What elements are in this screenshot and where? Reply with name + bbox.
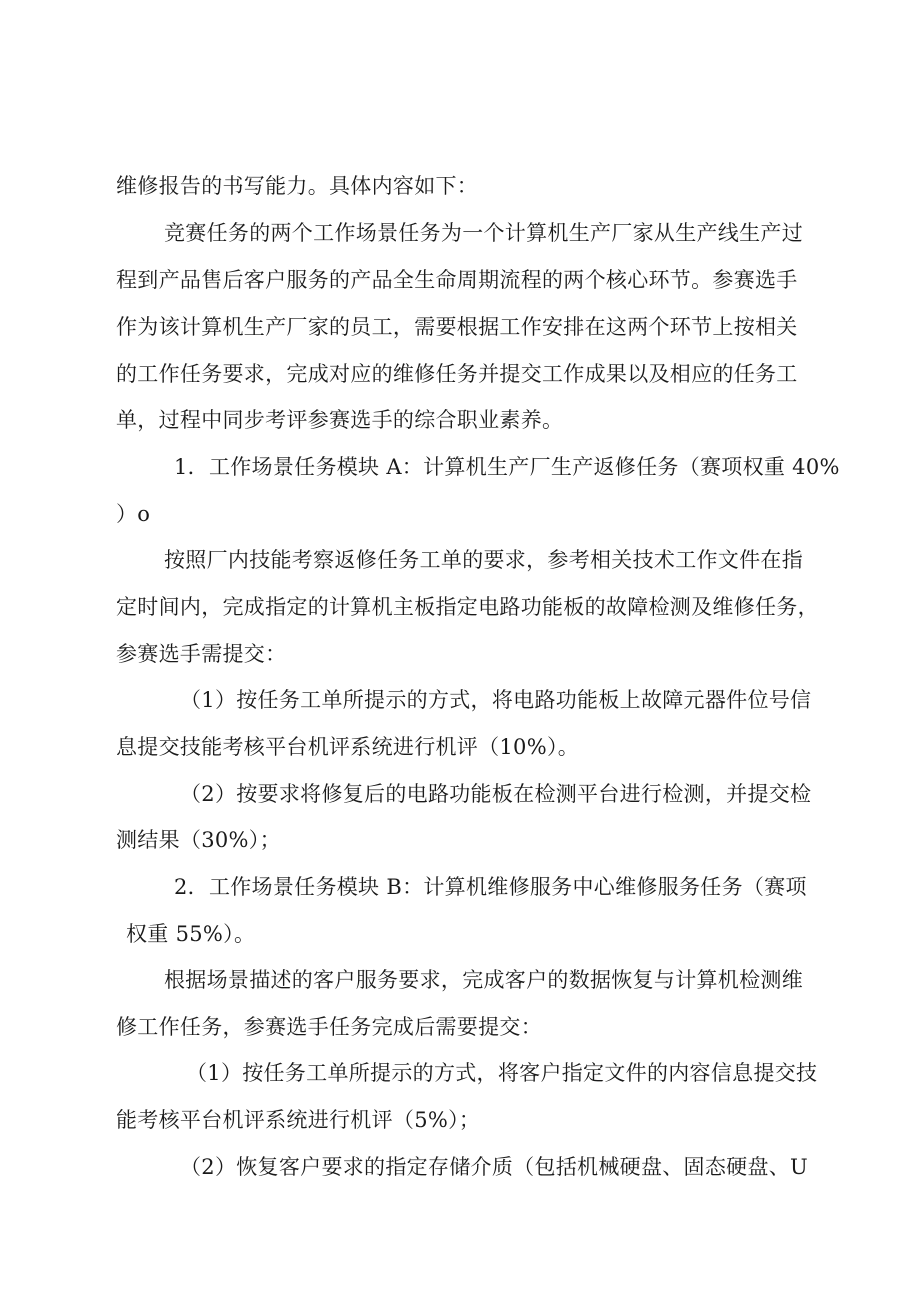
text-line: 测结果（30%）； <box>116 828 281 852</box>
text-line: 程到产品售后客户服务的产品全生命周期流程的两个核心环节。参赛选手 <box>116 268 798 292</box>
text-line: 的工作任务要求，完成对应的维修任务并提交工作成果以及相应的任务工 <box>116 362 798 386</box>
text-line: 单，过程中同步考评参赛选手的综合职业素养。 <box>116 408 564 432</box>
text-line: 作为该计算机生产厂家的员工，需要根据工作安排在这两个环节上按相关 <box>116 315 798 339</box>
text-line: 按照厂内技能考察返修任务工单的要求，参考相关技术工作文件在指 <box>164 548 803 572</box>
text-line: 参赛选手需提交： <box>116 642 287 666</box>
text-line: 息提交技能考核平台机评系统进行机评（10%）。 <box>116 735 580 759</box>
text-line: 2．工作场景任务模块 B：计算机维修服务中心维修服务任务（赛项 <box>174 875 807 899</box>
text-line: 能考核平台机评系统进行机评（5%）； <box>116 1108 481 1132</box>
text-line: 定时间内，完成指定的计算机主板指定电路功能板的故障检测及维修任务， <box>116 595 819 619</box>
text-line: 1．工作场景任务模块 A：计算机生产厂生产返修任务（赛项权重 40% <box>174 455 840 479</box>
text-line: 权重 55%）。 <box>126 922 256 946</box>
text-line: （2）按要求将修复后的电路功能板在检测平台进行检测，并提交检 <box>180 782 812 806</box>
text-line: ）o <box>116 502 151 526</box>
text-line: （2）恢复客户要求的指定存储介质（包括机械硬盘、固态硬盘、U <box>180 1155 809 1179</box>
text-line: 维修报告的书写能力。具体内容如下： <box>116 174 479 198</box>
text-line: 竞赛任务的两个工作场景任务为一个计算机生产厂家从生产线生产过 <box>164 221 803 245</box>
text-line: （1）按任务工单所提示的方式，将客户指定文件的内容信息提交技 <box>186 1061 818 1085</box>
text-line: 修工作任务，参赛选手任务完成后需要提交： <box>116 1015 542 1039</box>
text-line: 根据场景描述的客户服务要求，完成客户的数据恢复与计算机检测维 <box>164 968 803 992</box>
text-line: （1）按任务工单所提示的方式，将电路功能板上故障元器件位号信 <box>180 688 812 712</box>
